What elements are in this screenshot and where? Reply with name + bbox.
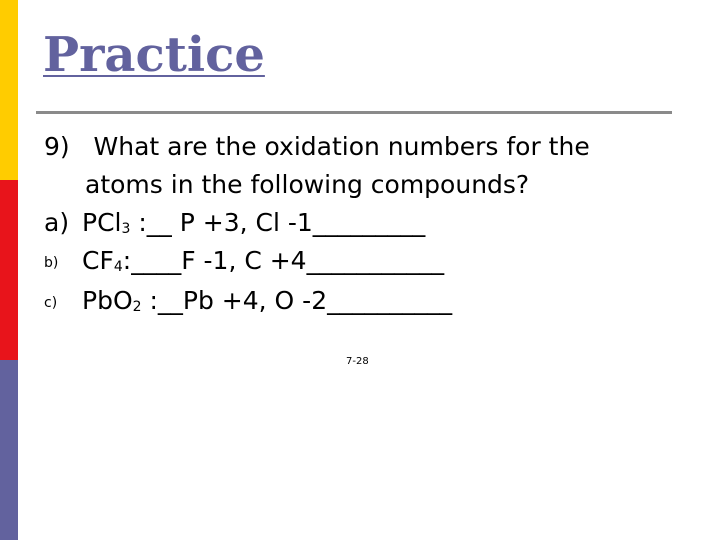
formula: CF [82, 246, 114, 275]
question-text-1: What are the oxidation numbers for the [93, 132, 590, 161]
sidebar-red-bar [0, 180, 18, 360]
answer-text: :__ P +3, Cl -1_________ [130, 208, 426, 237]
slide-number: 7-28 [346, 356, 369, 367]
item-marker: a) [44, 208, 70, 237]
sidebar-yellow-bar [0, 0, 18, 180]
title-divider [36, 111, 672, 114]
question-text-2: atoms in the following compounds? [85, 170, 530, 199]
question-line-2 [44, 166, 704, 204]
answer-text: :__Pb +4, O -2__________ [141, 286, 453, 315]
formula-subscript: 4 [113, 259, 123, 275]
sidebar-blue-bar [0, 360, 18, 540]
answer-item-b [44, 242, 704, 282]
answer-item-c [44, 282, 704, 322]
formula: PCl [82, 208, 122, 237]
formula-subscript: 2 [132, 299, 142, 315]
slide-title: Practice [43, 27, 265, 83]
question-line-1 [44, 128, 704, 166]
answer-item-a [44, 204, 704, 242]
left-accent-sidebar [0, 0, 18, 540]
slide-body [44, 128, 704, 322]
item-marker: c) [44, 295, 58, 311]
formula: PbO [82, 286, 133, 315]
answer-text: :____F -1, C +4___________ [122, 246, 445, 275]
question-number: 9) [44, 132, 70, 161]
formula-subscript: 3 [121, 221, 131, 237]
item-marker: b) [44, 255, 59, 271]
